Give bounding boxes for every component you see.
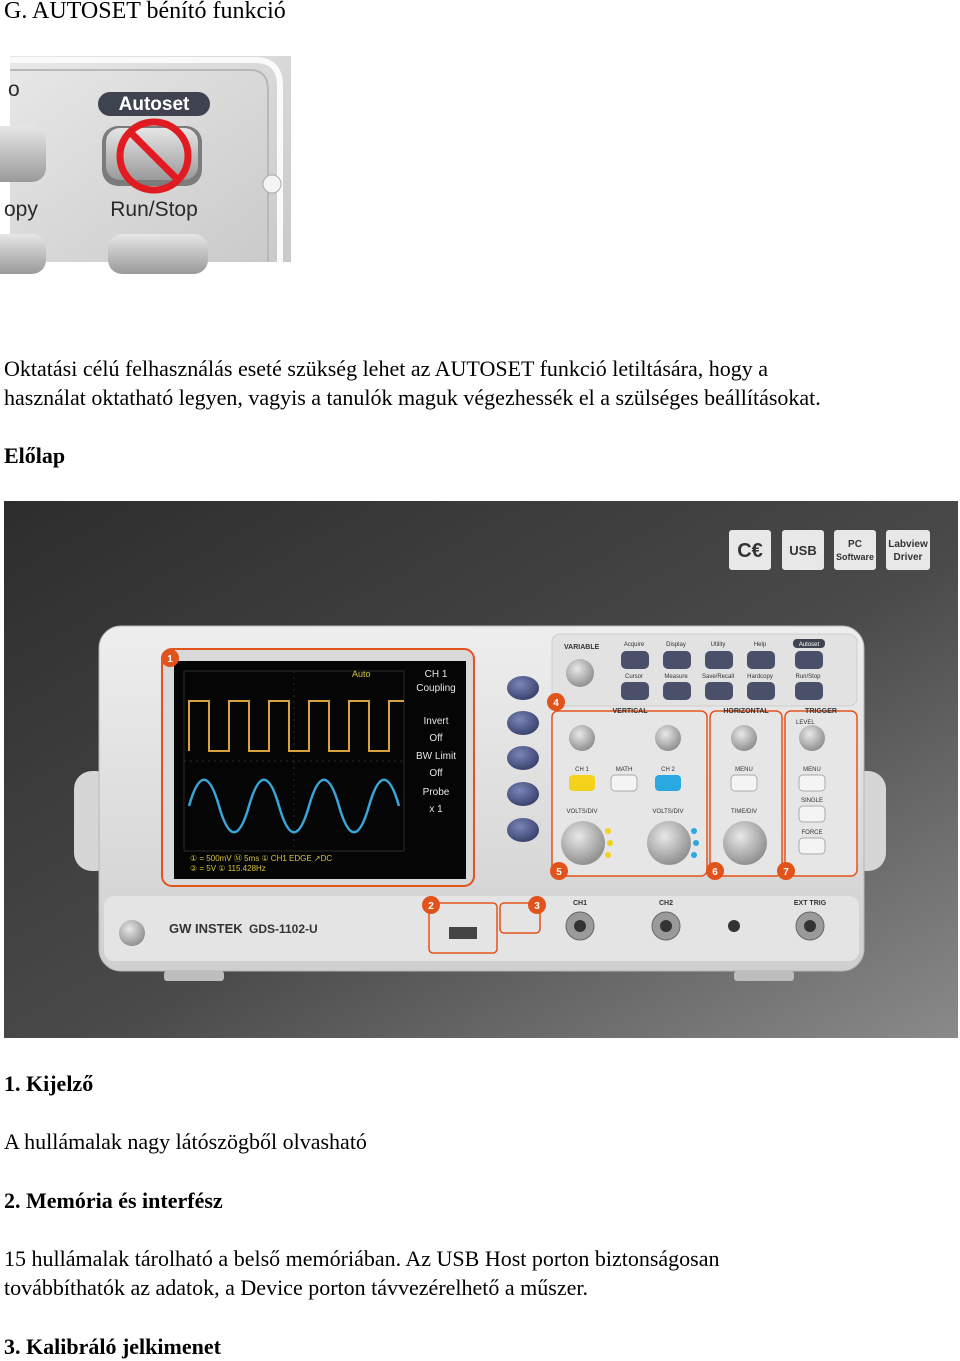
math-button (611, 775, 637, 791)
svg-text:Driver: Driver (893, 552, 923, 563)
section-2-line-2: továbbíthatók az adatok, a Device porton távvezérelhető a műszer. (4, 1275, 588, 1300)
section-1-title: 1. Kijelző (4, 1071, 94, 1096)
svg-text:Help: Help (753, 642, 767, 648)
intro-line-2: használat oktatható legyen, vagyis a tanulók maguk végezhessék el a szülséges beállításokat. (4, 385, 821, 410)
svg-text:MENU: MENU (735, 767, 753, 773)
svg-text:Run/Stop: Run/Stop (795, 674, 821, 680)
svg-text:Coupling: Coupling (416, 683, 456, 694)
svg-text:SINGLE: SINGLE (800, 798, 824, 804)
front-panel-heading: Előlap (4, 443, 66, 468)
svg-text:HORIZONTAL: HORIZONTAL (723, 708, 769, 715)
runstop-label: Run/Stop (110, 198, 198, 221)
ch1-button (569, 775, 595, 791)
svg-text:MENU: MENU (803, 767, 821, 773)
svg-text:Software: Software (835, 552, 875, 562)
svg-text:CH2: CH2 (658, 900, 674, 907)
svg-text:BW Limit: BW Limit (416, 751, 456, 762)
svg-text:TIME/DIV: TIME/DIV (730, 809, 758, 815)
svg-text:o: o (8, 78, 20, 101)
svg-text:CH 1: CH 1 (575, 767, 589, 773)
svg-text:FORCE: FORCE (801, 830, 823, 836)
autoset-button-photo (4, 56, 291, 262)
svg-text:6: 6 (712, 867, 718, 878)
time-div-knob (723, 821, 767, 865)
power-button (119, 920, 145, 946)
section-1-text: A hullámalak nagy látószögből olvasható (4, 1129, 367, 1154)
svg-text:MATH: MATH (615, 767, 633, 773)
ch1-volts-knob (561, 821, 605, 865)
svg-text:GDS-1102-U: GDS-1102-U (249, 922, 318, 936)
svg-text:Invert: Invert (423, 716, 449, 727)
svg-text:5: 5 (556, 867, 562, 878)
svg-text:PC: PC (848, 539, 862, 550)
svg-text:4: 4 (553, 698, 559, 709)
intro-line-1: Oktatási célú felhasználás eseté szükség lehet az AUTOSET funkció letiltására, hogy a (4, 356, 769, 381)
oscilloscope-front-panel-photo (4, 501, 958, 1038)
svg-text:LEVEL: LEVEL (796, 720, 815, 726)
page-heading: G. AUTOSET bénító funkció (4, 0, 286, 24)
svg-text:Autoset: Autoset (798, 642, 820, 648)
svg-text:GW INSTEK: GW INSTEK (169, 921, 243, 936)
svg-text:Utility: Utility (710, 642, 726, 648)
svg-text:Auto: Auto (352, 669, 371, 679)
svg-text:USB: USB (789, 543, 817, 558)
svg-text:C€: C€ (737, 540, 763, 562)
section-2-title: 2. Memória és interfész (4, 1188, 223, 1213)
svg-text:opy: opy (4, 198, 38, 221)
svg-text:VOLTS/DIV: VOLTS/DIV (652, 809, 684, 815)
svg-text:Cursor: Cursor (624, 674, 644, 680)
svg-text:Hardcopy: Hardcopy (747, 674, 773, 680)
svg-text:TRIGGER: TRIGGER (805, 708, 837, 715)
svg-text:Probe: Probe (422, 787, 450, 798)
svg-text:Acquire: Acquire (623, 642, 645, 648)
section-2-line-1: 15 hullámalak tárolható a belső memóriában. Az USB Host porton biztonságosan (4, 1246, 720, 1271)
svg-text:Measure: Measure (664, 674, 688, 680)
svg-text:3: 3 (534, 901, 540, 912)
svg-text:CH 1: CH 1 (424, 669, 448, 680)
section-3-title: 3. Kalibráló jelkimenet (4, 1334, 221, 1359)
svg-text:VARIABLE: VARIABLE (564, 644, 600, 651)
svg-text:CH 2: CH 2 (661, 767, 675, 773)
ch2-volts-knob (647, 821, 691, 865)
svg-text:② = 5V: ② = 5V ① 115.428Hz (190, 864, 266, 873)
svg-text:Display: Display (666, 642, 686, 648)
ch2-button (655, 775, 681, 791)
svg-text:Save/Recall: Save/Recall (701, 674, 735, 680)
svg-text:7: 7 (783, 867, 789, 878)
variable-knob (566, 659, 594, 687)
svg-text:① = 500mV Ⓜ 5ms ① CH1 EDG: ① = 500mV Ⓜ 5ms ① CH1 EDGE ↗DC (190, 854, 333, 863)
svg-text:Off: Off (429, 733, 443, 744)
svg-text:EXT TRIG: EXT TRIG (793, 900, 827, 907)
svg-text:VOLTS/DIV: VOLTS/DIV (566, 809, 598, 815)
svg-text:x 1: x 1 (429, 804, 443, 815)
autoset-label: Autoset (118, 94, 190, 115)
svg-text:VERTICAL: VERTICAL (612, 708, 648, 715)
svg-text:Off: Off (429, 768, 443, 779)
svg-text:1: 1 (167, 654, 173, 665)
svg-text:CH1: CH1 (572, 900, 588, 907)
svg-text:Labview: Labview (888, 539, 928, 550)
svg-text:2: 2 (428, 901, 434, 912)
